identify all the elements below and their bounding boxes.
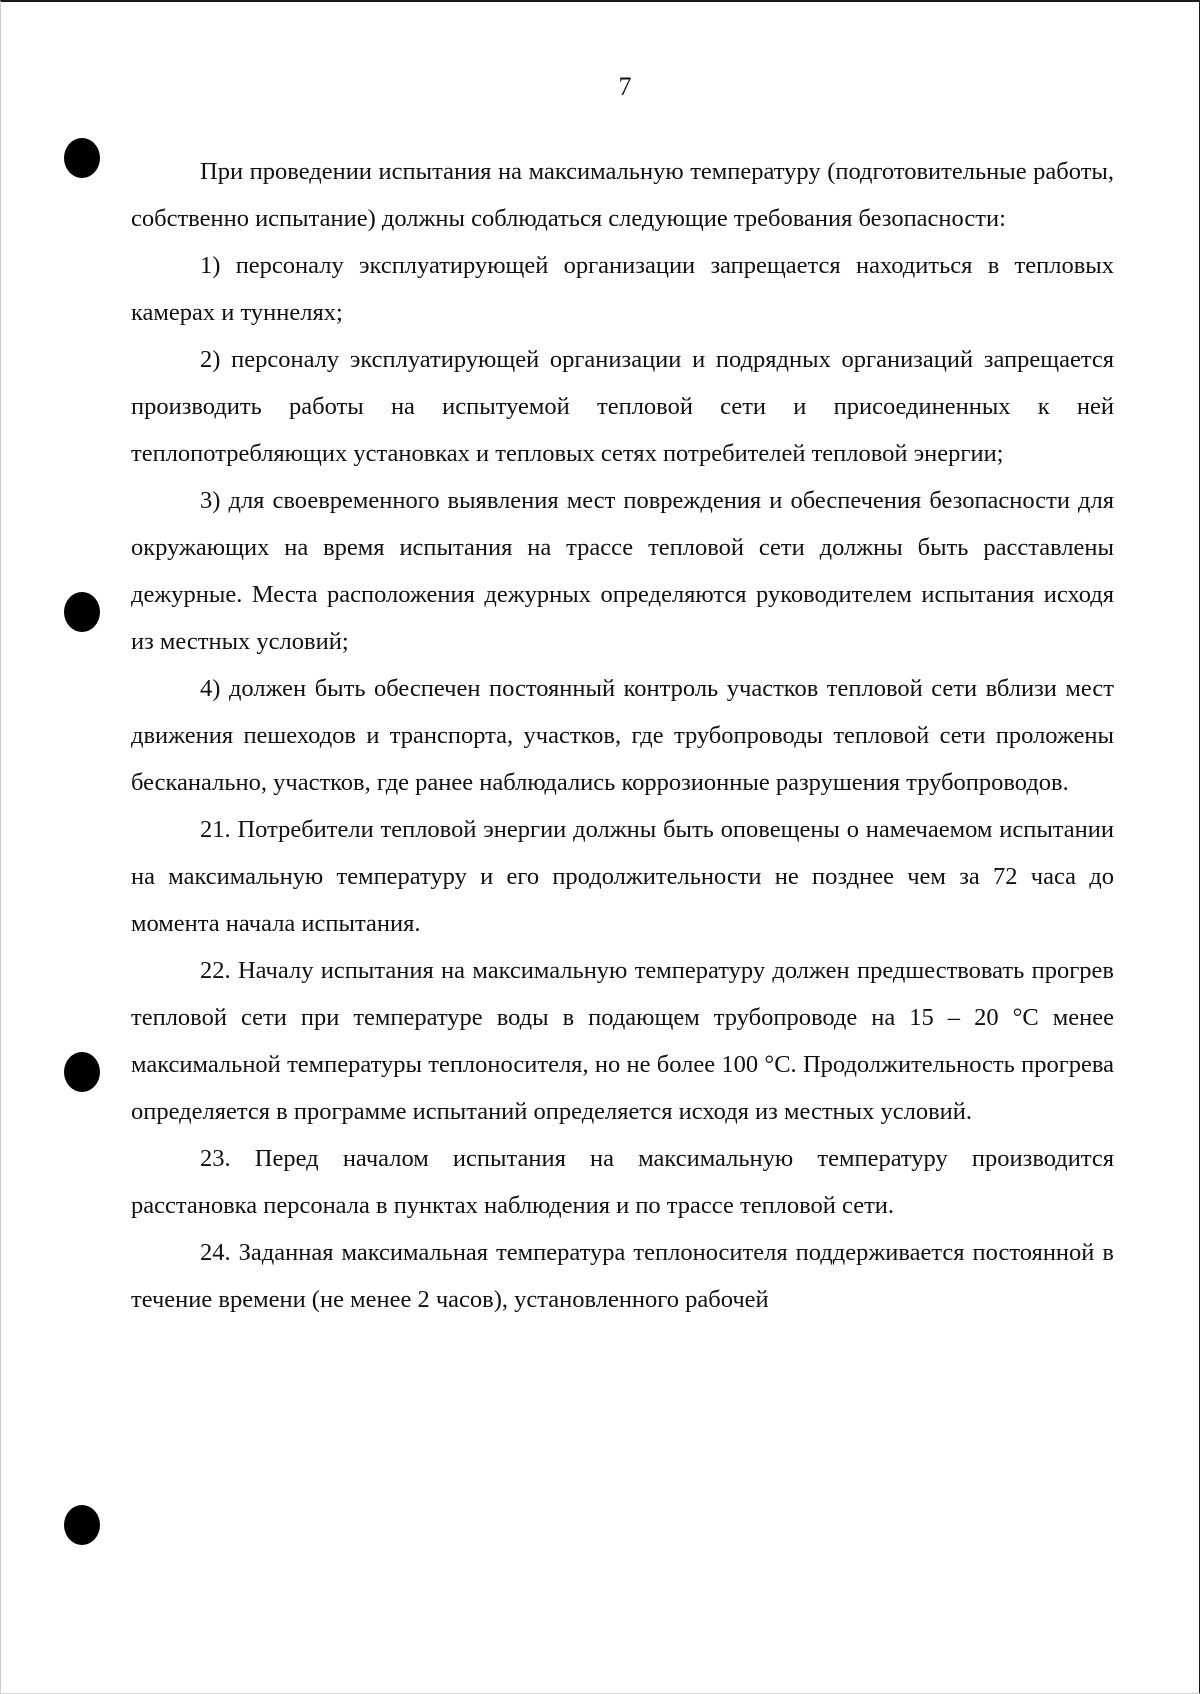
paragraph-requirement-4: 4) должен быть обеспечен постоянный контроль участков тепловой сети вблизи мест движения пешеходов и транспорта, участков, где трубопроводы тепловой сети проложены бесканально, участков, где ранее наблюдались коррозионные разрушения трубопроводов. <box>131 675 1114 796</box>
paragraph-requirement-2: 2) персоналу эксплуатирующей организации и подрядных организаций запрещается производить работы на испытуемой тепловой сети и присоединенных к ней теплопотребляющих установках и тепловых сетях потребителей тепловой энергии; <box>131 346 1114 467</box>
page-number: 7 <box>618 72 632 101</box>
paragraph-clause-22: 22. Началу испытания на максимальную температуру должен предшествовать прогрев тепловой сети при температуре воды в подающем трубопроводе на 15 – 20 °С менее максимальной температуры теплоносителя, но не более 100 °С. Продолжительность прогрева определяется в программе испытаний определяется исходя из местных условий. <box>131 957 1114 1125</box>
paragraph-clause-23: 23. Перед началом испытания на максимальную температуру производится расстановка персонала в пунктах наблюдения и по трассе тепловой сети. <box>131 1145 1114 1219</box>
paragraph-safety-requirements-intro: При проведении испытания на максимальную температуру (подготовительные работы, собственно испытание) должны соблюдаться следующие требования безопасности: <box>131 158 1114 232</box>
punch-hole-mark <box>64 138 100 178</box>
punch-hole-mark <box>64 1052 100 1092</box>
paragraph-requirement-3: 3) для своевременного выявления мест повреждения и обеспечения безопасности для окружающих на время испытания на трассе тепловой сети должны быть расставлены дежурные. Места расположения дежурных определяются руководителем испытания исходя из местных условий; <box>131 487 1114 655</box>
paragraph-clause-24: 24. Заданная максимальная температура теплоносителя поддерживается постоянной в течение времени (не менее 2 часов), установленного рабочей <box>131 1239 1114 1313</box>
paragraph-clause-21: 21. Потребители тепловой энергии должны быть оповещены о намечаемом испытании на максимальную температуру и его продолжительности не позднее чем за 72 часа до момента начала испытания. <box>131 816 1114 937</box>
paragraph-requirement-1: 1) персоналу эксплуатирующей организации запрещается находиться в тепловых камерах и туннелях; <box>131 252 1114 326</box>
punch-hole-mark <box>64 1505 100 1545</box>
document-body <box>131 148 1114 1323</box>
punch-hole-mark <box>64 592 100 632</box>
